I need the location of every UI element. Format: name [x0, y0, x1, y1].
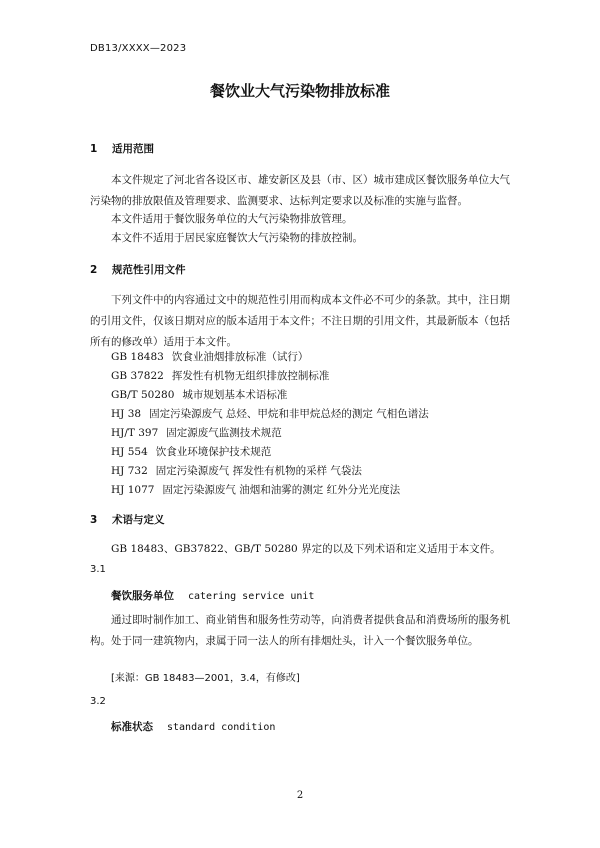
reference-code: HJ 1077	[111, 484, 155, 496]
reference-item	[111, 444, 271, 459]
reference-title: 固定污染源废气 总烃、甲烷和非甲烷总烃的测定 气相色谱法	[149, 408, 429, 420]
term-3-1-definition: 通过即时制作加工、商业销售和服务性劳动等，向消费者提供食品和消费场所的服务机构。处于同一建筑物内，隶属于同一法人的所有排烟灶头，计入一个餐饮服务单位。	[90, 614, 510, 647]
reference-code: HJ 732	[111, 465, 148, 477]
term-3-2	[111, 719, 275, 734]
reference-item	[111, 406, 429, 421]
term-3-2-zh: 标准状态	[111, 721, 153, 733]
reference-code: HJ/T 397	[111, 427, 159, 439]
term-3-1-source: [来源：GB 18483—2001，3.4，有修改]	[111, 673, 300, 684]
term-3-1-number: 3.1	[90, 564, 106, 575]
reference-title: 固定源废气监测技术规范	[166, 427, 282, 439]
reference-item	[111, 349, 308, 364]
page-number: 2	[296, 790, 304, 801]
page-title: 餐饮业大气污染物排放标准	[209, 82, 390, 100]
reference-item	[111, 482, 400, 497]
section-1-heading	[90, 141, 154, 156]
reference-code: GB 18483	[111, 351, 164, 363]
section-2-heading	[90, 262, 186, 277]
section-3-heading	[90, 512, 165, 527]
reference-item	[111, 463, 362, 478]
document-code: DB13/XXXX—2023	[90, 43, 187, 54]
section-2-title: 规范性引用文件	[112, 264, 186, 276]
section-1-paragraph-3: 本文件不适用于居民家庭餐饮大气污染物的排放控制。	[111, 232, 363, 244]
reference-code: HJ 38	[111, 408, 142, 420]
reference-code: GB/T 50280	[111, 389, 175, 401]
reference-title: 饮食业油烟排放标准（试行）	[171, 351, 309, 363]
reference-title: 饮食业环境保护技术规范	[155, 446, 272, 458]
section-3-title: 术语与定义	[112, 514, 165, 526]
section-3-intro: GB 18483、GB37822、GB/T 50280 界定的以及下列术语和定义适用于本文件。	[111, 543, 501, 555]
section-1-title: 适用范围	[112, 143, 154, 155]
reference-item	[111, 368, 329, 383]
reference-code: GB 37822	[111, 370, 164, 382]
reference-code: HJ 554	[111, 446, 148, 458]
term-3-2-number: 3.2	[90, 696, 106, 707]
reference-title: 固定污染源废气 挥发性有机物的采样 气袋法	[155, 465, 362, 477]
reference-title: 挥发性有机物无组织排放控制标准	[171, 370, 330, 382]
section-2-number: 2	[90, 264, 98, 276]
section-1-number: 1	[90, 143, 98, 155]
term-3-1-en: catering service unit	[188, 591, 315, 602]
section-1-paragraph-1: 本文件规定了河北省各设区市、雄安新区及县（市、区）城市建成区餐饮服务单位大气污染物的排放限值及管理要求、监测要求、达标判定要求以及标准的实施与监督。	[90, 174, 510, 207]
section-3-number: 3	[90, 514, 98, 526]
term-3-2-en: standard condition	[167, 722, 276, 733]
reference-item	[111, 387, 287, 402]
reference-item	[111, 425, 282, 440]
reference-title: 固定污染源废气 油烟和油雾的测定 红外分光光度法	[162, 484, 401, 496]
section-1-paragraph-2: 本文件适用于餐饮服务单位的大气污染物排放管理。	[111, 213, 353, 225]
reference-title: 城市规划基本术语标准	[182, 389, 288, 401]
section-2-intro: 下列文件中的内容通过文中的规范性引用而构成本文件必不可少的条款。其中，注日期的引用文件，仅该日期对应的版本适用于本文件；不注日期的引用文件，其最新版本（包括所有的修改单）适用于本文件。	[90, 294, 510, 348]
term-3-1-zh: 餐饮服务单位	[111, 590, 174, 602]
term-3-1	[111, 588, 314, 603]
